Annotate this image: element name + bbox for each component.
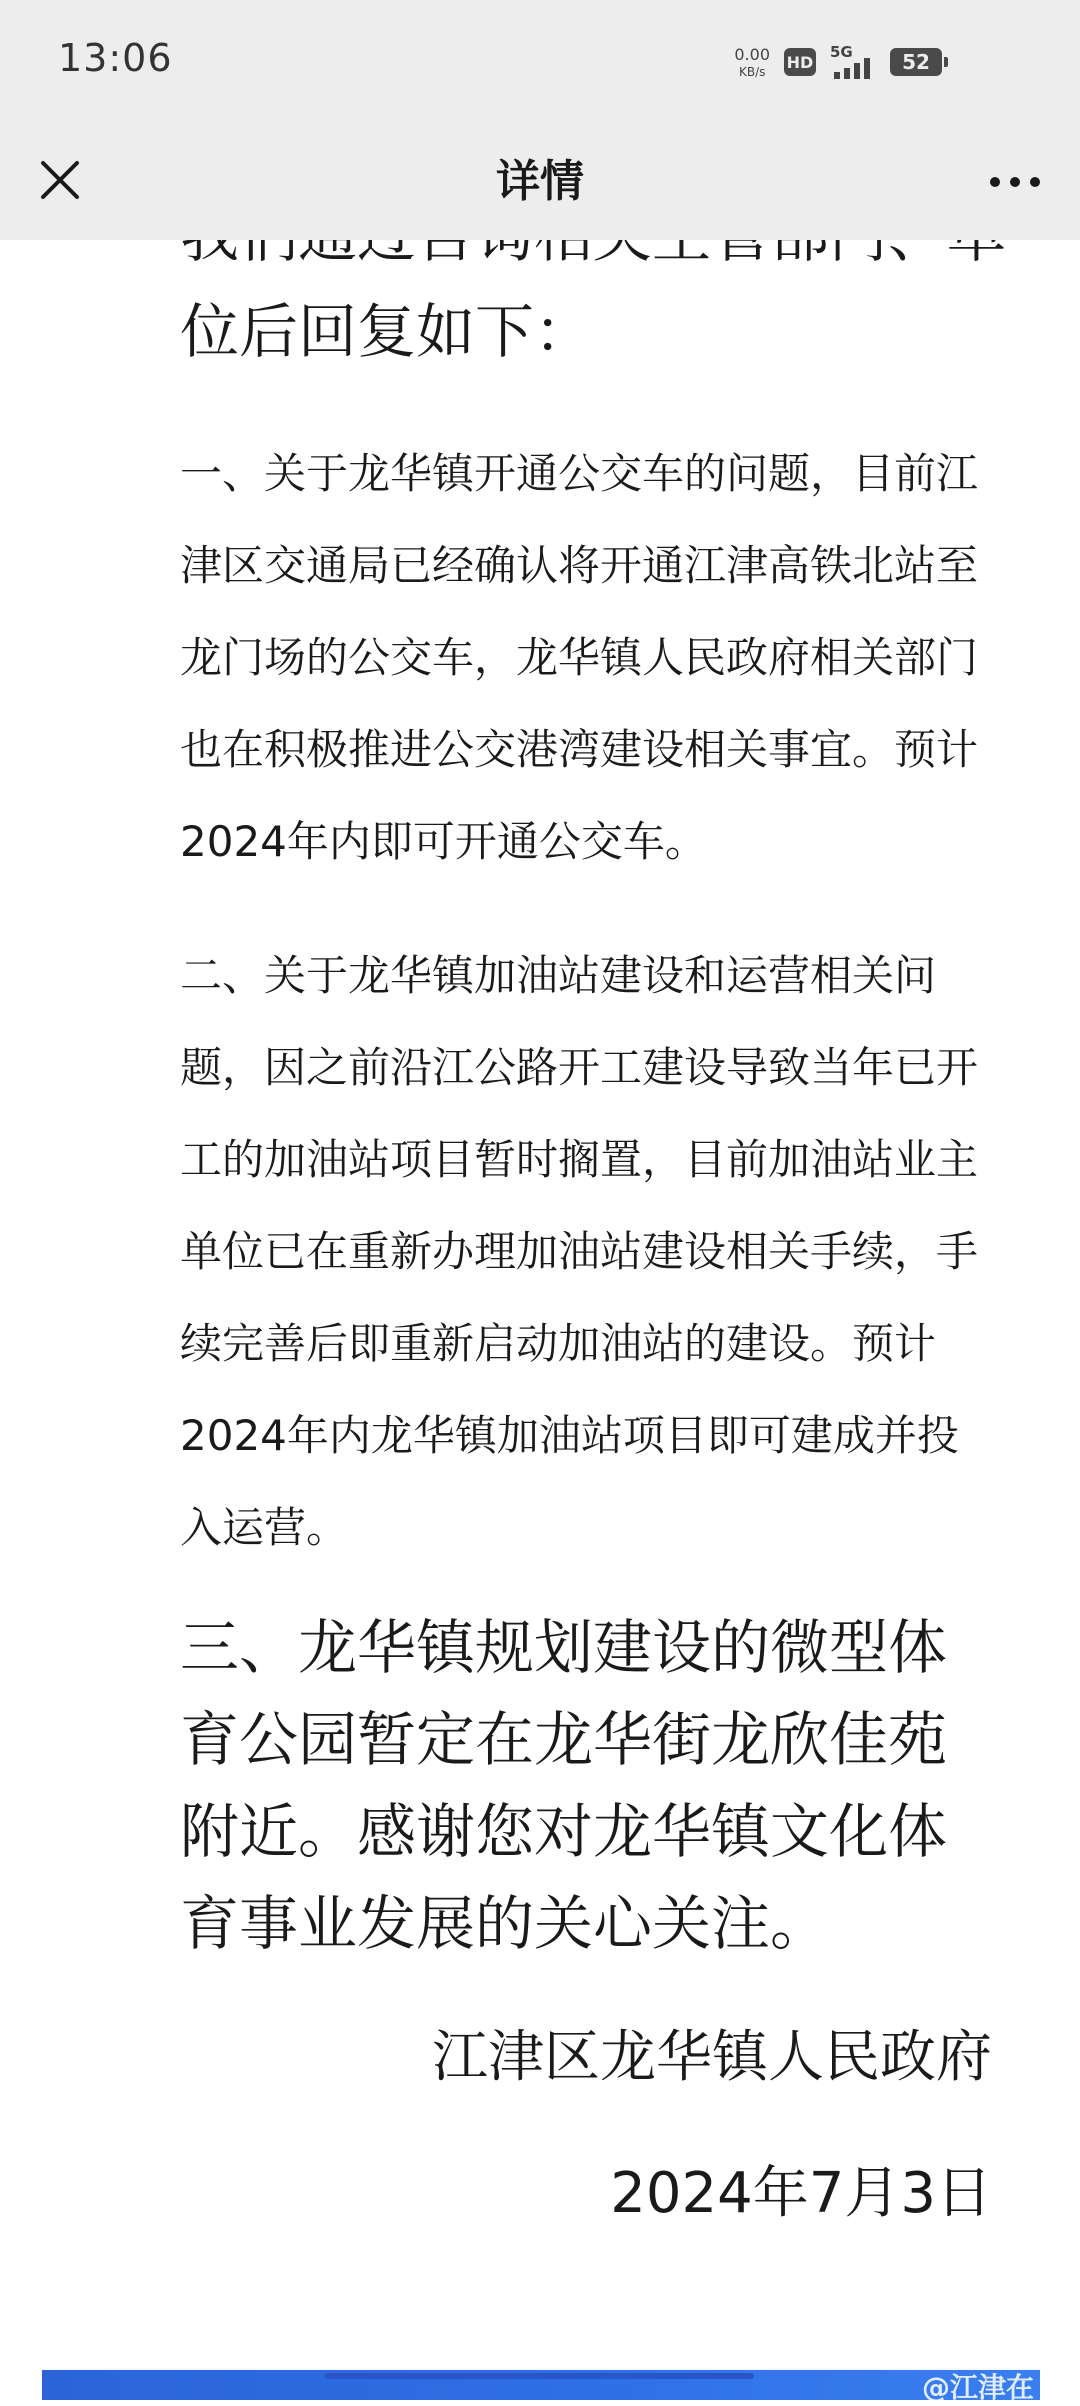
article-content[interactable] <box>0 240 1080 2400</box>
image-decor-bar <box>324 2373 754 2379</box>
close-icon[interactable] <box>30 150 90 210</box>
article-intro-tail: 位后回复如下： <box>180 297 594 366</box>
nav-bar <box>0 124 1080 240</box>
network-speed-value: 0.00 <box>734 44 770 64</box>
image-watermark: @江津在 <box>921 2371 1034 2404</box>
status-time: 13:06 <box>58 36 173 80</box>
signal-bars-icon <box>832 57 876 79</box>
status-bar <box>0 0 1080 124</box>
page-title: 详情 <box>496 156 584 207</box>
hd-icon: HD <box>784 48 816 76</box>
article-paragraph-1: 一、关于龙华镇开通公交车的问题，目前江津区交通局已经确认将开通江津高铁北站至龙门场的公交车，龙华镇人民政府相关部门也在积极推进公交港湾建设相关事宜。预计2024年内即可开通公交车。 <box>180 449 979 866</box>
battery-level: 52 <box>902 50 930 74</box>
network-speed <box>734 44 770 79</box>
status-indicators <box>734 40 942 84</box>
signature-date: 2024年7月3日 <box>610 2161 992 2226</box>
signal-icon <box>830 45 876 79</box>
network-type-label: 5G <box>830 43 853 61</box>
article-image[interactable] <box>42 2370 1040 2404</box>
article-paragraph-2: 二、关于龙华镇加油站建设和运营相关问题，因之前沿江公路开工建设导致当年已开工的加油站项目暂时搁置，目前加油站业主单位已在重新办理加油站建设相关手续，手续完善后即重新启动加油站的建设。预计2024年内龙华镇加油站项目即可建成并投入运营。 <box>180 951 979 1552</box>
battery-icon <box>890 48 942 76</box>
article-paragraph-3: 三、龙华镇规划建设的微型体育公园暂定在龙华街龙欣佳苑附近。感谢您对龙华镇文化体育事业发展的关心关注。 <box>180 1613 948 1958</box>
more-icon[interactable] <box>980 154 1050 210</box>
network-speed-unit: KB/s <box>738 64 766 79</box>
signature-organization: 江津区龙华镇人民政府 <box>432 2025 992 2090</box>
